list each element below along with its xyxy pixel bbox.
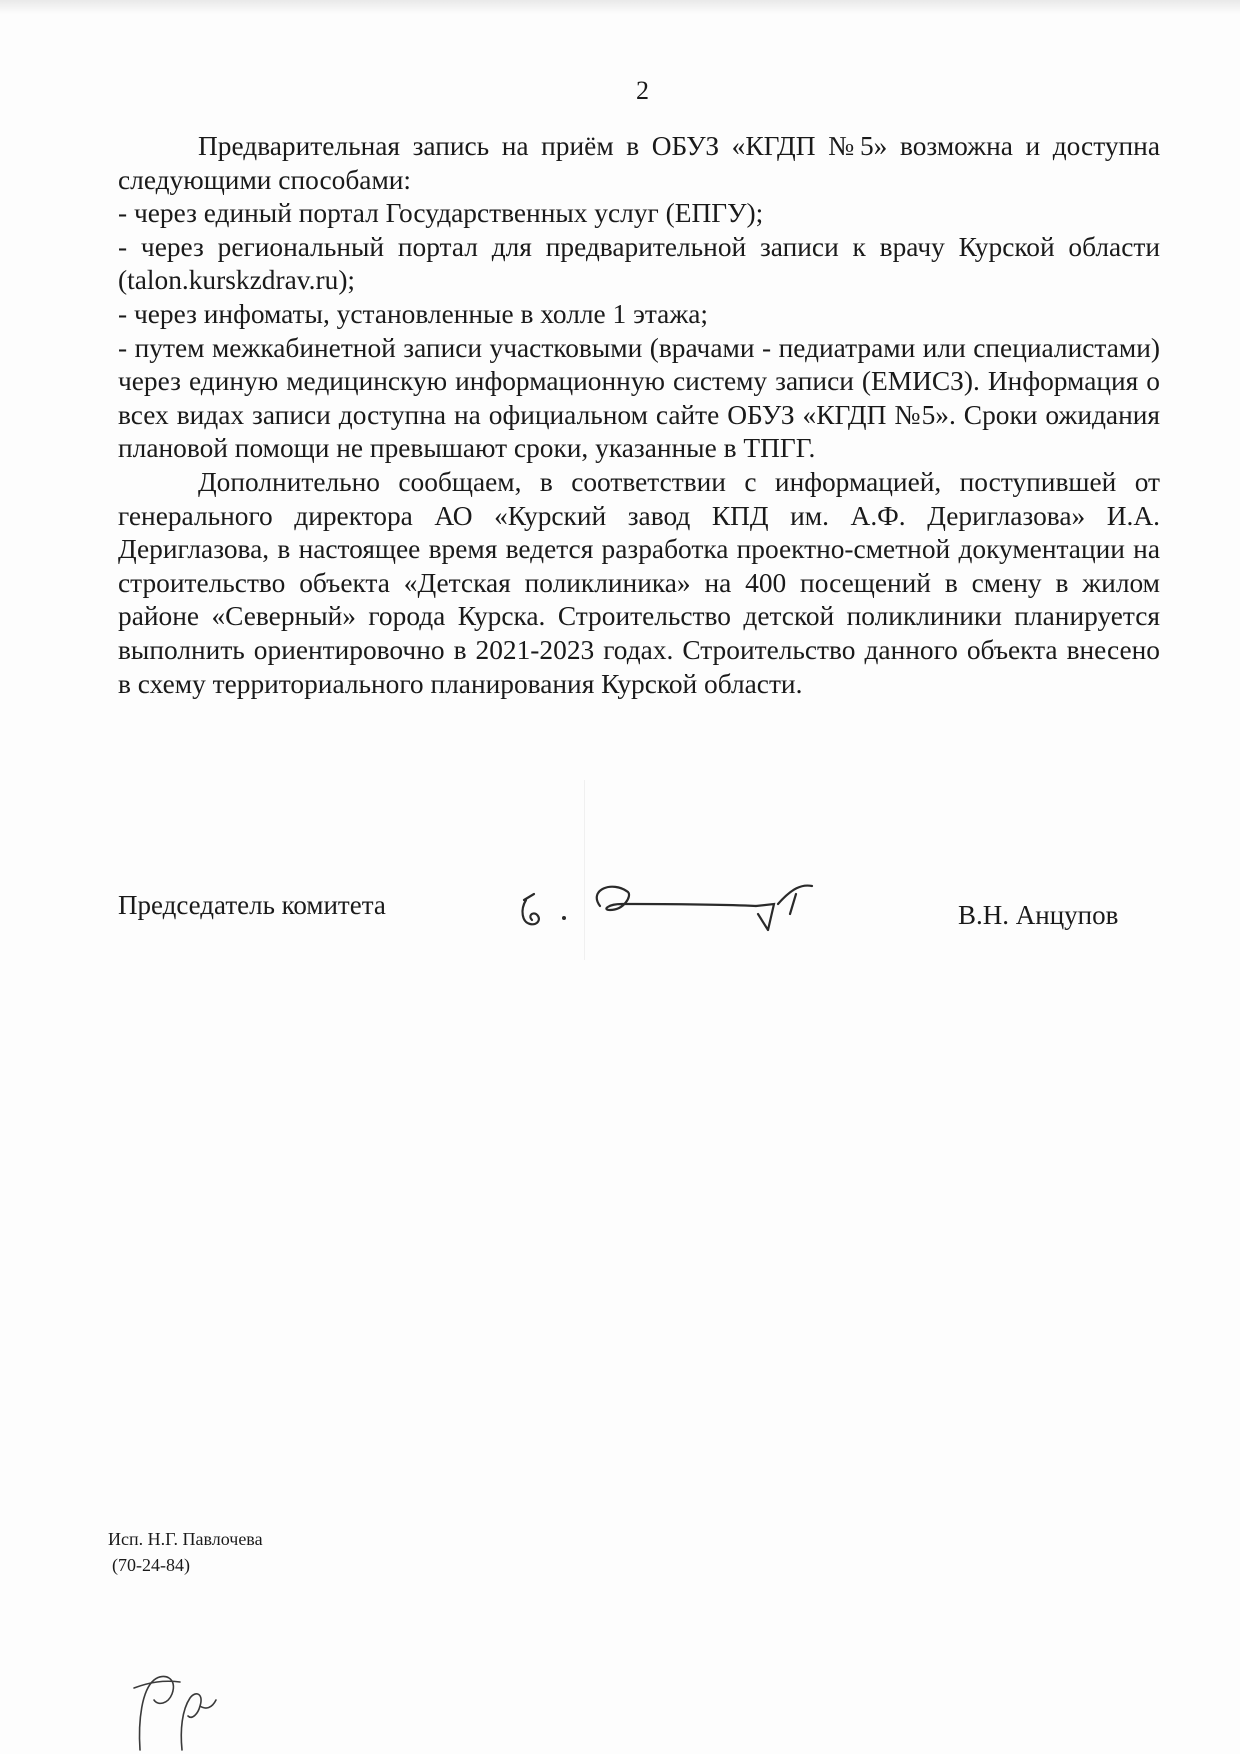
handwritten-initials xyxy=(120,1650,230,1754)
executor-line: Исп. Н.Г. Павлочева xyxy=(108,1529,263,1549)
scan-edge-shadow xyxy=(0,0,1240,14)
list-item-epgu: - через единый портал Государственных услуг (ЕПГУ); xyxy=(118,198,764,229)
list-item-interoffice-booking: - путем межкабинетной записи участковыми (врачами - педиатрами или специалистами) через единую медицинскую информационную систему записи (ЕМИСЗ). Информация о всех видах записи доступна на официальном сайте ОБУЗ «КГДП №5». Сроки ожидания плановой помощи не превышают сроки, указанные в ТПГГ. xyxy=(118,332,1160,464)
list-item-regional-portal: - через региональный портал для предварительной записи к врачу Курской области (talon.kurskzdrav.ru); xyxy=(118,231,1160,296)
letter-body xyxy=(118,130,1160,701)
paragraph-booking-intro: Предварительная запись на приём в ОБУЗ «КГДП №5» возможна и доступна следующими способами: xyxy=(118,131,1160,195)
page-number: 2 xyxy=(636,76,649,105)
executor-note xyxy=(108,1526,263,1578)
list-item-infomats: - через инфоматы, установленные в холле 1 этажа; xyxy=(118,298,709,329)
handwritten-signature xyxy=(512,870,852,940)
paragraph-clinic-construction: Дополнительно сообщаем, в соответствии с информацией, поступившей от генерального директора АО «Курский завод КПД им. А.Ф. Дериглазова» И.А. Дериглазова, в настоящее время ведется разработка проектно-сметной документации на строительство объекта «Детская поликлиника» на 400 посещений в смену в жилом районе «Северный» города Курска. Строительство детской поликлиники планируется выполнить ориентировочно в 2021-2023 годах. Строительство данного объекта внесено в схему территориального планирования Курской области. xyxy=(118,466,1160,699)
signer-name: В.Н. Анцупов xyxy=(958,900,1119,930)
executor-phone: (70-24-84) xyxy=(112,1555,190,1575)
signer-position: Председатель комитета xyxy=(118,890,386,920)
